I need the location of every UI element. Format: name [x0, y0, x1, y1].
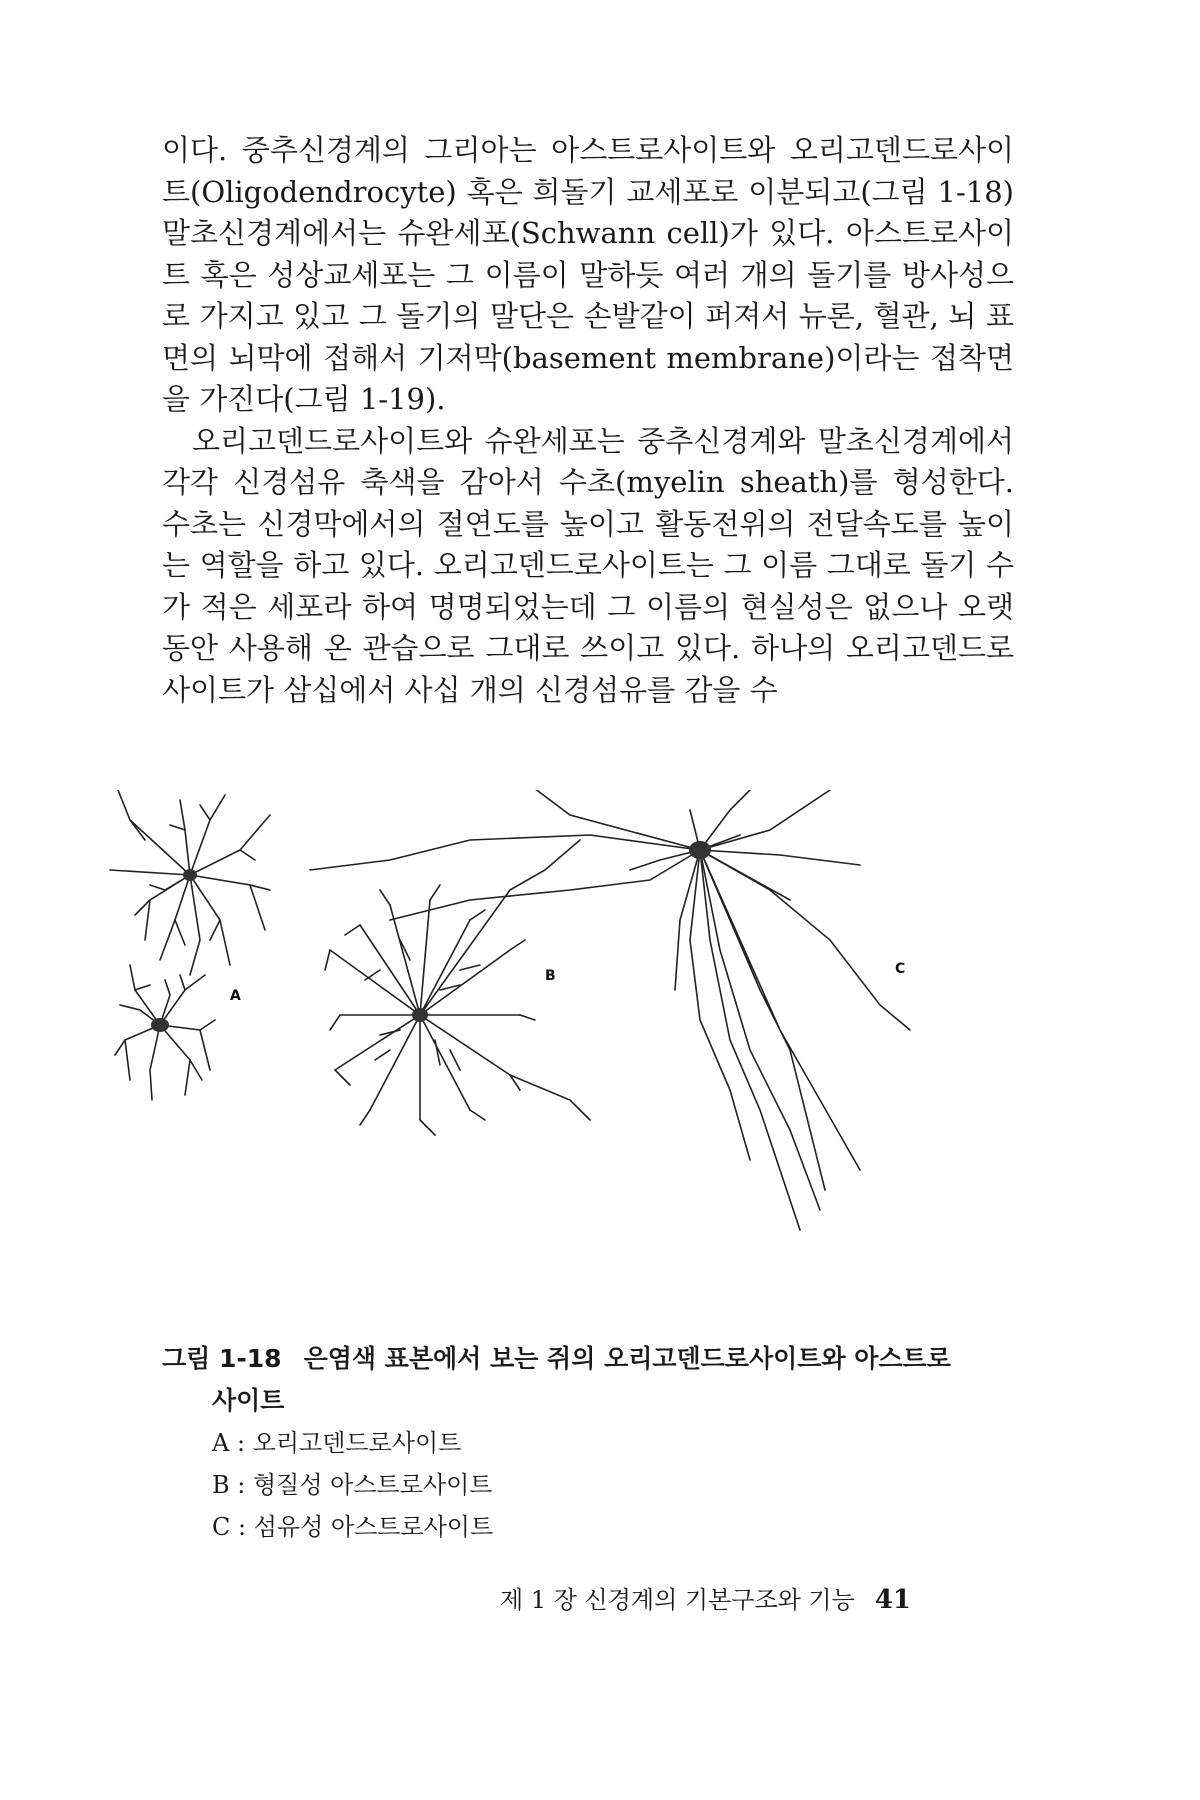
caption-title-line1: 은염색 표본에서 보는 쥐의 오리고덴드로사이트와 아스트로	[303, 1344, 951, 1373]
protoplasmic-astrocyte-drawing	[325, 840, 590, 1135]
caption-title-line2: 사이트	[212, 1386, 285, 1415]
figure-label-a: A	[230, 988, 241, 1004]
figure-1-18	[90, 790, 1050, 1310]
paragraph-2: 오리고덴드로사이트와 슈완세포는 중추신경계와 말초신경계에서 각각 신경섬유 축색을 감아서 수초(myelin sheath)를 형성한다. 수초는 신경막에서의 절연도를 높이고 활동전위의 전달속도를 높이는 역할을 하고 있다. 오리고덴드로사이트는 그 이름 그대로 돌기 수가 적은 세포라 하여 명명되었는데 그 이름의 현실성은 없으나 오랫동안 사용해 온 관습으로 그대로 쓰이고 있다. 하나의 오리고덴드로사이트가 삼십에서 사십 개의 신경섬유를 감을 수	[162, 423, 1014, 707]
oligodendrocyte-upper-drawing	[110, 790, 270, 975]
figure-label-b: B	[545, 968, 556, 984]
fibrous-astrocyte-drawing	[310, 790, 910, 1230]
paragraph-1: 이다. 중추신경계의 그리아는 아스트로사이트와 오리고덴드로사이트(Oligodendrocyte) 혹은 희돌기 교세포로 이분되고(그림 1-18) 말초신경계에서는 슈완세포(Schwann cell)가 있다. 아스트로사이트 혹은 성상교세포는 그 이름이 말하듯 여러 개의 돌기를 방사성으로 가지고 있고 그 돌기의 말단은 손발같이 퍼져서 뉴론, 혈관, 뇌 표면의 뇌막에 접해서 기저막(basement membrane)이라는 접착면을 가진다(그림 1-19).	[162, 133, 1014, 416]
oligodendrocyte-lower-drawing	[115, 965, 215, 1100]
chapter-title: 제 1 장 신경계의 기본구조와 기능	[500, 1586, 855, 1614]
figure-label-c: C	[895, 961, 906, 977]
caption-title	[162, 1338, 1022, 1380]
caption-number: 그림 1-18	[162, 1344, 282, 1373]
page-footer	[500, 1580, 911, 1615]
neuroglia-illustration	[90, 790, 1050, 1310]
caption-legend-a: A : 오리고덴드로사이트	[212, 1429, 462, 1457]
caption-legend-c: C : 섬유성 아스트로사이트	[212, 1513, 494, 1541]
figure-caption	[162, 1338, 1022, 1548]
body-text	[162, 130, 1014, 711]
page-number: 41	[874, 1585, 911, 1615]
caption-legend-b: B : 형질성 아스트로사이트	[212, 1471, 493, 1499]
